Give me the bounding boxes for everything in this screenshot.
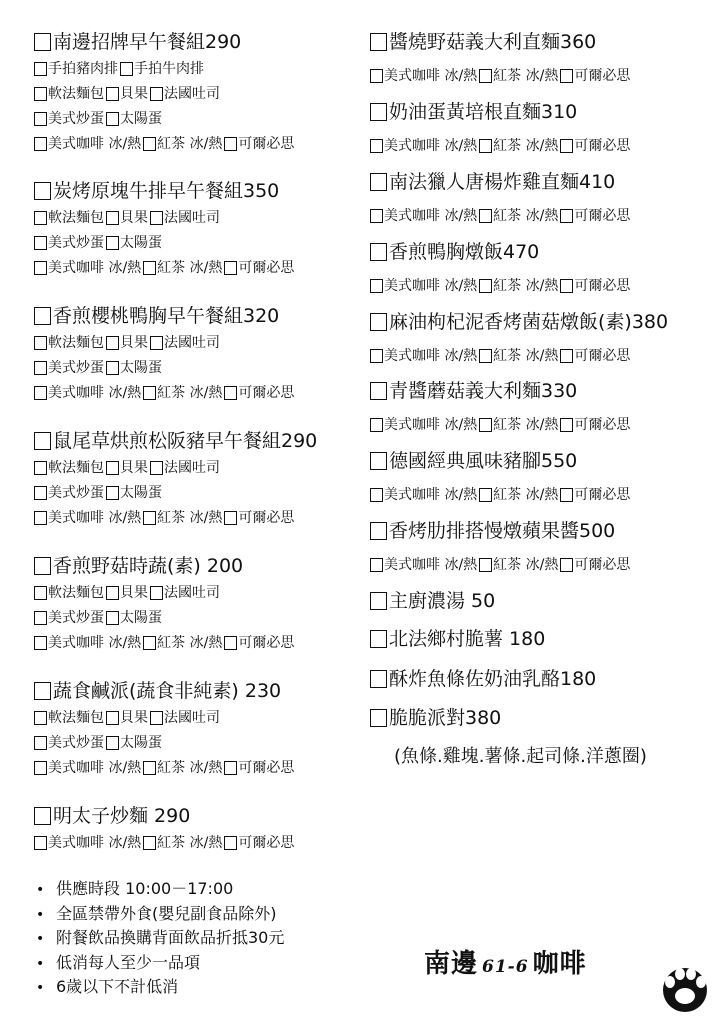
option-checkbox[interactable] — [34, 211, 47, 225]
option-row — [34, 334, 220, 352]
menu-item-label: 醬燒野菇義大利直麵360 — [389, 31, 597, 53]
shop-logo — [424, 943, 587, 980]
option-label: 紅茶 冰/熱 — [493, 208, 559, 224]
menu-item-label: 德國經典風味豬腳550 — [389, 450, 578, 472]
option-label: 太陽蛋 — [120, 610, 162, 626]
menu-item-label: 酥炸魚條佐奶油乳酪180 — [389, 668, 597, 690]
menu-item-checkbox[interactable] — [370, 33, 387, 51]
option-row — [34, 209, 220, 227]
option-checkbox[interactable] — [479, 69, 492, 83]
option-label: 可爾必思 — [574, 208, 631, 224]
option-label: 太陽蛋 — [120, 735, 162, 751]
menu-item-title — [370, 311, 668, 333]
option-row — [370, 416, 630, 434]
menu-item-label: 北法鄉村脆薯 180 — [389, 628, 546, 650]
option-checkbox[interactable] — [34, 836, 47, 850]
menu-item-title — [370, 590, 495, 612]
option-label: 軟法麵包 — [48, 460, 104, 476]
option-label: 貝果 — [120, 460, 148, 476]
option-checkbox[interactable] — [106, 736, 119, 750]
option-label: 貝果 — [120, 86, 148, 102]
menu-item-label: 青醬蘑菇義大利麵330 — [389, 380, 578, 402]
option-label: 美式咖啡 冰/熱 — [384, 557, 478, 573]
option-checkbox[interactable] — [560, 69, 573, 83]
option-row — [34, 734, 162, 752]
option-checkbox[interactable] — [34, 736, 47, 750]
option-checkbox[interactable] — [106, 711, 119, 725]
option-checkbox[interactable] — [143, 761, 156, 775]
option-checkbox[interactable] — [34, 386, 47, 400]
option-checkbox[interactable] — [479, 558, 492, 572]
option-checkbox[interactable] — [106, 486, 119, 500]
party-platter-note: (魚條.雞塊.薯條.起司條.洋蔥圈) — [394, 746, 647, 767]
option-label: 可爾必思 — [238, 510, 295, 526]
option-row — [370, 556, 630, 574]
option-checkbox[interactable] — [479, 279, 492, 293]
option-checkbox[interactable] — [224, 137, 237, 151]
option-label: 軟法麵包 — [48, 335, 104, 351]
menu-item-checkbox[interactable] — [370, 103, 387, 121]
option-row — [34, 584, 220, 602]
option-checkbox[interactable] — [34, 261, 47, 275]
option-label: 貝果 — [120, 585, 148, 601]
option-label: 手拍牛肉排 — [134, 61, 204, 77]
option-row — [370, 207, 630, 225]
menu-item-title — [370, 31, 596, 53]
option-checkbox[interactable] — [560, 418, 573, 432]
menu-item-label: 麻油枸杞泥香烤菌菇燉飯(素)380 — [389, 311, 669, 333]
option-row — [34, 509, 294, 527]
info-item: • 6歲以下不計低消 — [36, 977, 179, 996]
option-label: 美式炒蛋 — [48, 735, 104, 751]
option-label: 美式咖啡 冰/熱 — [384, 138, 478, 154]
menu-item-label: 香煎野菇時蔬(素) 200 — [53, 555, 244, 577]
option-row — [34, 759, 294, 777]
option-label: 紅茶 冰/熱 — [493, 138, 559, 154]
option-label: 貝果 — [120, 335, 148, 351]
option-row — [34, 110, 162, 128]
option-checkbox[interactable] — [560, 488, 573, 502]
option-checkbox[interactable] — [370, 69, 383, 83]
menu-item-title — [370, 707, 501, 729]
option-row — [370, 137, 630, 155]
menu-item-label: 香煎櫻桃鴨胸早午餐組320 — [53, 305, 280, 327]
option-row — [370, 347, 630, 365]
option-label: 可爾必思 — [574, 487, 631, 503]
option-checkbox[interactable] — [150, 461, 163, 475]
option-checkbox[interactable] — [150, 87, 163, 101]
option-checkbox[interactable] — [34, 336, 47, 350]
option-label: 可爾必思 — [574, 348, 631, 364]
option-checkbox[interactable] — [106, 211, 119, 225]
option-checkbox[interactable] — [560, 279, 573, 293]
option-label: 紅茶 冰/熱 — [157, 136, 223, 152]
option-label: 貝果 — [120, 710, 148, 726]
option-row — [34, 60, 204, 78]
option-label: 可爾必思 — [574, 68, 631, 84]
option-label: 可爾必思 — [238, 635, 295, 651]
option-checkbox[interactable] — [224, 386, 237, 400]
option-checkbox[interactable] — [560, 139, 573, 153]
logo-number: 61-6 — [482, 957, 529, 977]
option-row — [34, 484, 162, 502]
menu-item-checkbox[interactable] — [370, 313, 387, 331]
option-checkbox[interactable] — [370, 349, 383, 363]
option-row — [34, 709, 220, 727]
option-label: 美式炒蛋 — [48, 111, 104, 127]
option-checkbox[interactable] — [370, 558, 383, 572]
option-label: 可爾必思 — [574, 557, 631, 573]
option-checkbox[interactable] — [143, 386, 156, 400]
option-checkbox[interactable] — [34, 137, 47, 151]
menu-item-checkbox[interactable] — [370, 522, 387, 540]
option-row — [34, 834, 294, 852]
option-checkbox[interactable] — [370, 418, 383, 432]
option-label: 紅茶 冰/熱 — [493, 278, 559, 294]
option-checkbox[interactable] — [479, 139, 492, 153]
option-label: 美式咖啡 冰/熱 — [48, 835, 142, 851]
option-checkbox[interactable] — [224, 511, 237, 525]
option-label: 可爾必思 — [574, 138, 631, 154]
option-label: 美式咖啡 冰/熱 — [48, 385, 142, 401]
option-label: 美式咖啡 冰/熱 — [48, 510, 142, 526]
option-label: 貝果 — [120, 210, 148, 226]
option-checkbox[interactable] — [120, 62, 133, 76]
option-checkbox[interactable] — [150, 211, 163, 225]
info-item: • 附餐飲品換購背面飲品折抵30元 — [36, 928, 285, 947]
menu-item-checkbox[interactable] — [34, 557, 51, 575]
option-checkbox[interactable] — [224, 761, 237, 775]
option-checkbox[interactable] — [560, 209, 573, 223]
option-checkbox[interactable] — [370, 279, 383, 293]
menu-item-checkbox[interactable] — [34, 307, 51, 325]
menu-item-title — [370, 380, 577, 402]
menu-item-title — [370, 668, 596, 690]
menu-item-label: 南邊招牌早午餐組290 — [53, 31, 242, 53]
menu-item-checkbox[interactable] — [34, 807, 51, 825]
menu-item-title — [370, 101, 577, 123]
option-label: 法國吐司 — [164, 210, 220, 226]
option-label: 紅茶 冰/熱 — [493, 68, 559, 84]
menu-item-title — [370, 628, 545, 650]
option-label: 法國吐司 — [164, 335, 220, 351]
option-label: 紅茶 冰/熱 — [493, 348, 559, 364]
option-label: 美式咖啡 冰/熱 — [384, 417, 478, 433]
option-checkbox[interactable] — [370, 139, 383, 153]
option-label: 美式咖啡 冰/熱 — [48, 760, 142, 776]
option-checkbox[interactable] — [143, 137, 156, 151]
option-checkbox[interactable] — [224, 836, 237, 850]
option-label: 美式炒蛋 — [48, 360, 104, 376]
menu-item-title — [34, 805, 190, 827]
option-label: 紅茶 冰/熱 — [157, 835, 223, 851]
option-label: 美式咖啡 冰/熱 — [48, 260, 142, 276]
menu-item-label: 主廚濃湯 50 — [389, 590, 496, 612]
menu-item-label: 香煎鴨胸燉飯470 — [389, 241, 540, 263]
option-label: 紅茶 冰/熱 — [157, 260, 223, 276]
option-row — [370, 67, 630, 85]
menu-item-checkbox[interactable] — [370, 630, 387, 648]
menu-item-title — [370, 241, 539, 263]
option-checkbox[interactable] — [34, 711, 47, 725]
option-checkbox[interactable] — [106, 611, 119, 625]
option-checkbox[interactable] — [224, 261, 237, 275]
option-label: 紅茶 冰/熱 — [493, 557, 559, 573]
option-row — [34, 259, 294, 277]
option-label: 美式咖啡 冰/熱 — [384, 348, 478, 364]
menu-item-title — [34, 31, 241, 53]
menu-item-checkbox[interactable] — [370, 592, 387, 610]
option-label: 太陽蛋 — [120, 111, 162, 127]
option-row — [34, 459, 220, 477]
option-checkbox[interactable] — [34, 62, 47, 76]
option-checkbox[interactable] — [34, 761, 47, 775]
option-label: 紅茶 冰/熱 — [157, 510, 223, 526]
menu-item-checkbox[interactable] — [34, 432, 51, 450]
menu-item-title — [370, 450, 577, 472]
menu-item-checkbox[interactable] — [34, 182, 51, 200]
menu-item-title — [34, 430, 317, 452]
option-label: 美式咖啡 冰/熱 — [384, 208, 478, 224]
option-checkbox[interactable] — [34, 636, 47, 650]
menu-item-checkbox[interactable] — [370, 452, 387, 470]
option-checkbox[interactable] — [143, 636, 156, 650]
menu-item-label: 鼠尾草烘煎松阪豬早午餐組290 — [53, 430, 318, 452]
menu-item-label: 脆脆派對380 — [389, 707, 502, 729]
option-checkbox[interactable] — [106, 361, 119, 375]
menu-item-title — [370, 520, 615, 542]
menu-item-checkbox[interactable] — [370, 670, 387, 688]
option-checkbox[interactable] — [150, 336, 163, 350]
option-label: 紅茶 冰/熱 — [493, 487, 559, 503]
menu-item-checkbox[interactable] — [370, 173, 387, 191]
option-label: 法國吐司 — [164, 585, 220, 601]
option-label: 可爾必思 — [238, 385, 295, 401]
option-label: 紅茶 冰/熱 — [493, 417, 559, 433]
option-checkbox[interactable] — [106, 87, 119, 101]
option-label: 可爾必思 — [238, 260, 295, 276]
option-label: 軟法麵包 — [48, 210, 104, 226]
option-label: 美式咖啡 冰/熱 — [384, 487, 478, 503]
option-label: 美式咖啡 冰/熱 — [384, 68, 478, 84]
option-label: 可爾必思 — [238, 835, 295, 851]
menu-item-label: 明太子炒麵 290 — [53, 805, 191, 827]
option-checkbox[interactable] — [34, 361, 47, 375]
menu-item-checkbox[interactable] — [370, 243, 387, 261]
menu-item-label: 香烤肋排搭慢燉蘋果醬500 — [389, 520, 616, 542]
menu-item-checkbox[interactable] — [34, 33, 51, 51]
option-row — [34, 359, 162, 377]
option-label: 美式炒蛋 — [48, 485, 104, 501]
option-checkbox[interactable] — [106, 586, 119, 600]
option-checkbox[interactable] — [479, 418, 492, 432]
info-item: • 低消每人至少一品項 — [36, 952, 201, 972]
menu-item-checkbox[interactable] — [34, 682, 51, 700]
option-checkbox[interactable] — [479, 209, 492, 223]
option-label: 太陽蛋 — [120, 235, 162, 251]
option-checkbox[interactable] — [106, 336, 119, 350]
menu-item-title — [34, 555, 243, 577]
option-checkbox[interactable] — [34, 461, 47, 475]
menu-item-title — [34, 680, 281, 702]
option-checkbox[interactable] — [560, 558, 573, 572]
logo-suffix: 咖啡 — [532, 949, 587, 979]
option-checkbox[interactable] — [34, 236, 47, 250]
option-row — [370, 277, 630, 295]
option-checkbox[interactable] — [143, 261, 156, 275]
menu-item-title — [34, 180, 279, 202]
option-label: 法國吐司 — [164, 710, 220, 726]
option-checkbox[interactable] — [106, 236, 119, 250]
option-row — [370, 486, 630, 504]
option-checkbox[interactable] — [150, 711, 163, 725]
option-label: 美式炒蛋 — [48, 235, 104, 251]
option-label: 美式咖啡 冰/熱 — [384, 278, 478, 294]
option-label: 太陽蛋 — [120, 485, 162, 501]
info-item: • 全區禁帶外食(嬰兒副食品除外) — [36, 903, 277, 923]
option-checkbox[interactable] — [150, 586, 163, 600]
option-checkbox[interactable] — [106, 112, 119, 126]
option-checkbox[interactable] — [34, 511, 47, 525]
option-label: 軟法麵包 — [48, 585, 104, 601]
option-checkbox[interactable] — [370, 209, 383, 223]
menu-item-label: 奶油蛋黃培根直麵310 — [389, 101, 578, 123]
option-row — [34, 234, 162, 252]
option-checkbox[interactable] — [143, 511, 156, 525]
option-label: 美式咖啡 冰/熱 — [48, 635, 142, 651]
option-row — [34, 609, 162, 627]
option-label: 軟法麵包 — [48, 710, 104, 726]
option-label: 紅茶 冰/熱 — [157, 635, 223, 651]
option-label: 美式炒蛋 — [48, 610, 104, 626]
option-checkbox[interactable] — [479, 488, 492, 502]
option-checkbox[interactable] — [143, 836, 156, 850]
option-label: 紅茶 冰/熱 — [157, 760, 223, 776]
option-checkbox[interactable] — [370, 488, 383, 502]
option-label: 手拍豬肉排 — [48, 61, 118, 77]
option-checkbox[interactable] — [34, 586, 47, 600]
option-label: 軟法麵包 — [48, 86, 104, 102]
menu-item-checkbox[interactable] — [370, 709, 387, 727]
option-label: 美式咖啡 冰/熱 — [48, 136, 142, 152]
option-label: 可爾必思 — [238, 760, 295, 776]
option-label: 可爾必思 — [574, 278, 631, 294]
menu-item-label: 炭烤原塊牛排早午餐組350 — [53, 180, 280, 202]
cat-paw-icon — [660, 958, 710, 1014]
option-label: 太陽蛋 — [120, 360, 162, 376]
option-label: 可爾必思 — [574, 417, 631, 433]
option-checkbox[interactable] — [34, 611, 47, 625]
option-row — [34, 85, 220, 103]
option-label: 紅茶 冰/熱 — [157, 385, 223, 401]
option-checkbox[interactable] — [560, 349, 573, 363]
option-label: 可爾必思 — [238, 136, 295, 152]
option-label: 法國吐司 — [164, 460, 220, 476]
menu-item-title — [370, 171, 615, 193]
info-item: • 供應時段 10:00－17:00 — [36, 879, 234, 898]
menu-item-checkbox[interactable] — [370, 382, 387, 400]
option-checkbox[interactable] — [106, 461, 119, 475]
option-label: 法國吐司 — [164, 86, 220, 102]
option-checkbox[interactable] — [34, 486, 47, 500]
info-list — [36, 877, 284, 1000]
option-checkbox[interactable] — [224, 636, 237, 650]
menu-item-title — [34, 305, 279, 327]
option-row — [34, 135, 294, 153]
logo-name: 南邊 — [424, 949, 479, 979]
menu-item-label: 蔬食鹹派(蔬食非純素) 230 — [53, 680, 282, 702]
option-checkbox[interactable] — [34, 112, 47, 126]
menu-item-label: 南法獵人唐楊炸雞直麵410 — [389, 171, 616, 193]
option-checkbox[interactable] — [479, 349, 492, 363]
option-checkbox[interactable] — [34, 87, 47, 101]
option-row — [34, 384, 294, 402]
option-row — [34, 634, 294, 652]
